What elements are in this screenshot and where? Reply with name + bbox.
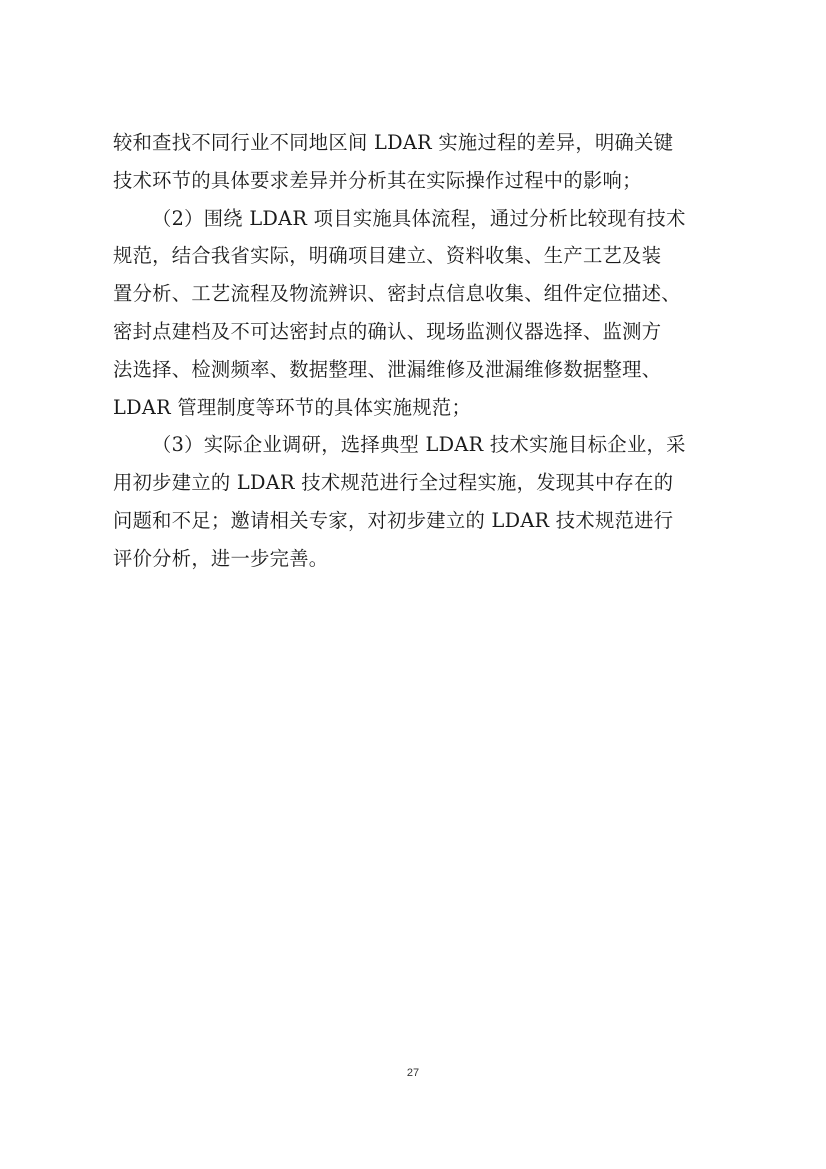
paragraph-item-2 (113, 200, 733, 427)
text-line: （2）围绕 LDAR 项目实施具体流程，通过分析比较现有技术 (152, 206, 686, 230)
text-line: 规范，结合我省实际，明确项目建立、资料收集、生产工艺及装 (113, 244, 662, 268)
text-line: 法选择、检测频率、数据整理、泄漏维修及泄漏维修数据整理、 (113, 357, 662, 381)
paragraph-item-3 (113, 426, 733, 577)
page-number: 27 (406, 1067, 420, 1079)
text-line: （3）实际企业调研，选择典型 LDAR 技术实施目标企业，采 (152, 433, 686, 457)
paragraph-continuation (113, 124, 733, 200)
document-body (113, 124, 733, 578)
text-line: 密封点建档及不可达密封点的确认、现场监测仪器选择、监测方 (113, 319, 662, 343)
text-line: 较和查找不同行业不同地区间 LDAR 实施过程的差异，明确关键 (113, 131, 674, 154)
text-line: 用初步建立的 LDAR 技术规范进行全过程实施，发现其中存在的 (113, 471, 674, 495)
text-line: 置分析、工艺流程及物流辨识、密封点信息收集、组件定位描述、 (113, 282, 681, 306)
text-line: 问题和不足；邀请相关专家，对初步建立的 LDAR 技术规范进行 (113, 508, 674, 532)
text-line: 评价分析，进一步完善。 (113, 546, 329, 570)
text-line: LDAR 管理制度等环节的具体实施规范； (113, 395, 472, 419)
text-line: 技术环节的具体要求差异并分析其在实际操作过程中的影响； (113, 168, 642, 192)
